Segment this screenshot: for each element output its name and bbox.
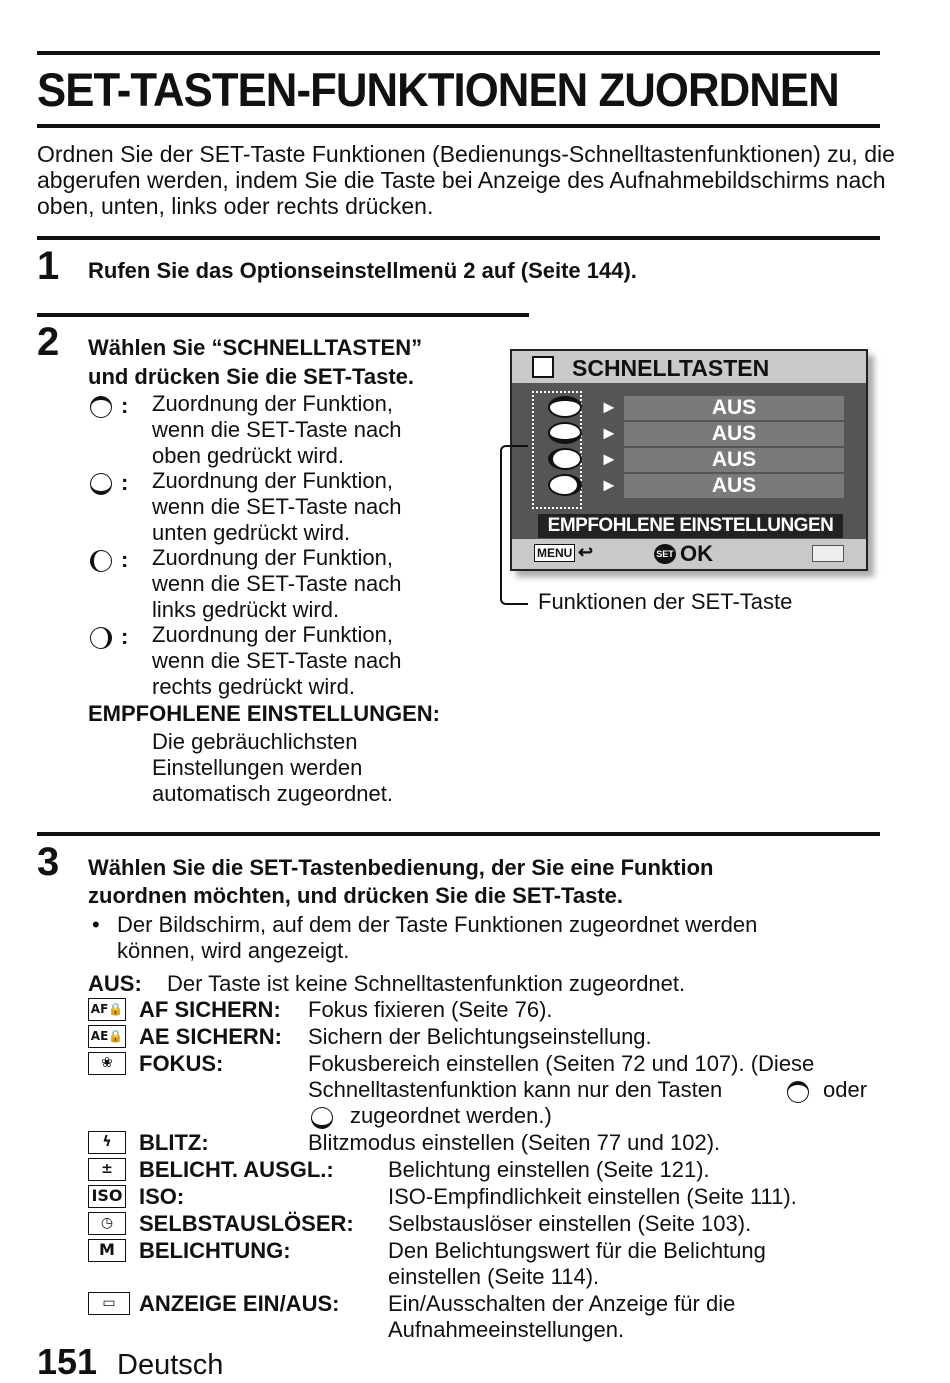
item-down-line1: Zuordnung der Funktion,	[152, 468, 393, 493]
button-left-icon	[90, 550, 112, 572]
arrow-right-icon: ►	[600, 449, 618, 469]
button-up-icon	[787, 1081, 809, 1103]
item-right-line2: wenn die SET-Taste nach	[152, 648, 402, 673]
belichtung-text-line1: Den Belichtungswert für die Belichtung	[388, 1238, 766, 1263]
fokus-text-line3: zugeordnet werden.)	[350, 1103, 552, 1128]
screen-value-right: AUS	[624, 474, 844, 498]
arrow-right-icon: ►	[600, 475, 618, 495]
screen-caption: Funktionen der SET-Taste	[538, 589, 793, 614]
screen-recommended: EMPFOHLENE EINSTELLUNGEN	[538, 514, 843, 538]
bullet-line2: können, wird angezeigt.	[117, 938, 350, 963]
set-icon: SET	[654, 544, 676, 564]
battery-icon	[812, 545, 844, 562]
screen-right-button-icon	[548, 474, 582, 496]
belichtung-label: BELICHTUNG:	[139, 1238, 291, 1263]
selbstausloeser-text: Selbstauslöser einstellen (Seite 103).	[388, 1211, 752, 1236]
page-title: SET-TASTEN-FUNKTIONEN ZUORDNEN	[37, 63, 839, 116]
self-timer-icon: ◷	[88, 1212, 126, 1235]
ae-lock-icon: AE🔒	[88, 1025, 126, 1048]
belichtung-text-line2: einstellen (Seite 114).	[388, 1264, 600, 1289]
step1-number: 1	[37, 244, 60, 288]
step3-rule	[37, 832, 880, 836]
step3-heading-line2: zuordnen möchten, und drücken Sie die SET-Taste.	[88, 883, 624, 908]
caption-bracket	[500, 445, 528, 605]
af-label: AF SICHERN:	[139, 997, 281, 1022]
arrow-right-icon: ►	[600, 423, 618, 443]
display-toggle-icon: ▭	[88, 1292, 130, 1315]
empf-label: EMPFOHLENE EINSTELLUNGEN:	[88, 701, 441, 726]
iso-icon: ISO	[88, 1185, 126, 1208]
bullet-line1: Der Bildschirm, auf dem der Taste Funktionen zugeordnet werden	[117, 912, 758, 937]
empf-line3: automatisch zugeordnet.	[152, 781, 393, 806]
screen-title: SCHNELLTASTEN	[572, 355, 770, 381]
belicht-ausgl-label: BELICHT. AUSGL.:	[139, 1157, 334, 1182]
macro-focus-icon: ❀	[88, 1052, 126, 1075]
return-icon: ↩	[578, 542, 594, 562]
item-down-line3: unten gedrückt wird.	[152, 520, 351, 545]
screen-left-button-icon	[548, 448, 582, 470]
camera-screen	[510, 349, 868, 571]
button-down-icon	[90, 473, 112, 495]
step1-text: Rufen Sie das Optionseinstellmenü 2 auf (Seite 144).	[88, 258, 637, 283]
anzeige-label: ANZEIGE EIN/AUS:	[139, 1291, 340, 1316]
anzeige-text-line1: Ein/Ausschalten der Anzeige für die	[388, 1291, 736, 1316]
button-up-icon	[90, 396, 112, 418]
colon: :	[121, 547, 129, 572]
page-language: Deutsch	[117, 1349, 224, 1381]
top-rule	[37, 51, 880, 55]
af-lock-icon: AF🔒	[88, 998, 126, 1021]
colon: :	[121, 393, 129, 418]
iso-text: ISO-Empfindlichkeit einstellen (Seite 111).	[388, 1184, 797, 1209]
screen-value-up: AUS	[624, 396, 844, 420]
colon: :	[121, 624, 129, 649]
screen-footer	[512, 539, 866, 569]
anzeige-text-line2: Aufnahmeeinstellungen.	[388, 1317, 625, 1342]
item-left-line1: Zuordnung der Funktion,	[152, 545, 393, 570]
iso-label: ISO:	[139, 1184, 185, 1209]
fokus-text-line1: Fokusbereich einstellen (Seiten 72 und 107). (Diese	[308, 1051, 815, 1076]
title-underline	[37, 124, 880, 128]
fokus-label: FOKUS:	[139, 1051, 224, 1076]
empf-line2: Einstellungen werden	[152, 755, 363, 780]
empf-line1: Die gebräuchlichsten	[152, 729, 358, 754]
step3-number: 3	[37, 840, 60, 884]
fokus-text-line2b: oder	[823, 1077, 868, 1102]
step2-number: 2	[37, 320, 60, 364]
exposure-compensation-icon: ±	[88, 1158, 126, 1181]
belicht-ausgl-text: Belichtung einstellen (Seite 121).	[388, 1157, 710, 1182]
selbstausloeser-label: SELBSTAUSLÖSER:	[139, 1211, 354, 1236]
item-right-line1: Zuordnung der Funktion,	[152, 622, 393, 647]
item-left-line2: wenn die SET-Taste nach	[152, 571, 402, 596]
af-text: Fokus fixieren (Seite 76).	[308, 997, 553, 1022]
step3-heading-line1: Wählen Sie die SET-Tastenbedienung, der Sie eine Funktion	[88, 855, 714, 880]
aus-label: AUS:	[88, 971, 142, 996]
screen-header	[512, 351, 866, 383]
screen-value-down: AUS	[624, 422, 844, 446]
step2-heading-line2: und drücken Sie die SET-Taste.	[88, 364, 415, 389]
item-down-line2: wenn die SET-Taste nach	[152, 494, 402, 519]
ae-label: AE SICHERN:	[139, 1024, 283, 1049]
item-right-line3: rechts gedrückt wird.	[152, 674, 355, 699]
screen-up-button-icon	[548, 396, 582, 418]
menu-icon: MENU	[534, 544, 575, 562]
blitz-text: Blitzmodus einstellen (Seiten 77 und 102).	[308, 1130, 721, 1155]
fokus-text-line2a: Schnelltastenfunktion kann nur den Tasten	[308, 1077, 723, 1102]
bullet-dot: •	[92, 912, 100, 937]
aus-text: Der Taste ist keine Schnelltastenfunktion zugeordnet.	[167, 971, 686, 996]
screen-down-button-icon	[548, 422, 582, 444]
item-up-line1: Zuordnung der Funktion,	[152, 391, 393, 416]
item-up-line3: oben gedrückt wird.	[152, 443, 344, 468]
blitz-label: BLITZ:	[139, 1130, 209, 1155]
screen-value-left: AUS	[624, 448, 844, 472]
step2-heading-line1: Wählen Sie “SCHNELLTASTEN”	[88, 335, 423, 360]
item-left-line3: links gedrückt wird.	[152, 597, 340, 622]
colon: :	[121, 470, 129, 495]
item-up-line2: wenn die SET-Taste nach	[152, 417, 402, 442]
page-number: 151	[37, 1341, 98, 1382]
intro-paragraph: Ordnen Sie der SET-Taste Funktionen (Bedienungs-Schnelltastenfunktionen) zu, die abgerufen werden, indem Sie die Taste bei Anzeige des Aufnahmebildschirms nach oben, unten, links oder rechts drücken.	[37, 141, 895, 219]
button-right-icon	[90, 627, 112, 649]
ae-text: Sichern der Belichtungseinstellung.	[308, 1024, 652, 1049]
manual-exposure-icon: M	[88, 1239, 126, 1262]
navigation-icon	[532, 356, 554, 378]
flash-icon: ϟ	[88, 1131, 126, 1154]
button-down-icon	[311, 1107, 333, 1129]
ok-label: OK	[680, 541, 713, 566]
arrow-right-icon: ►	[600, 397, 618, 417]
step1-rule	[37, 236, 880, 240]
step2-rule	[37, 313, 529, 317]
